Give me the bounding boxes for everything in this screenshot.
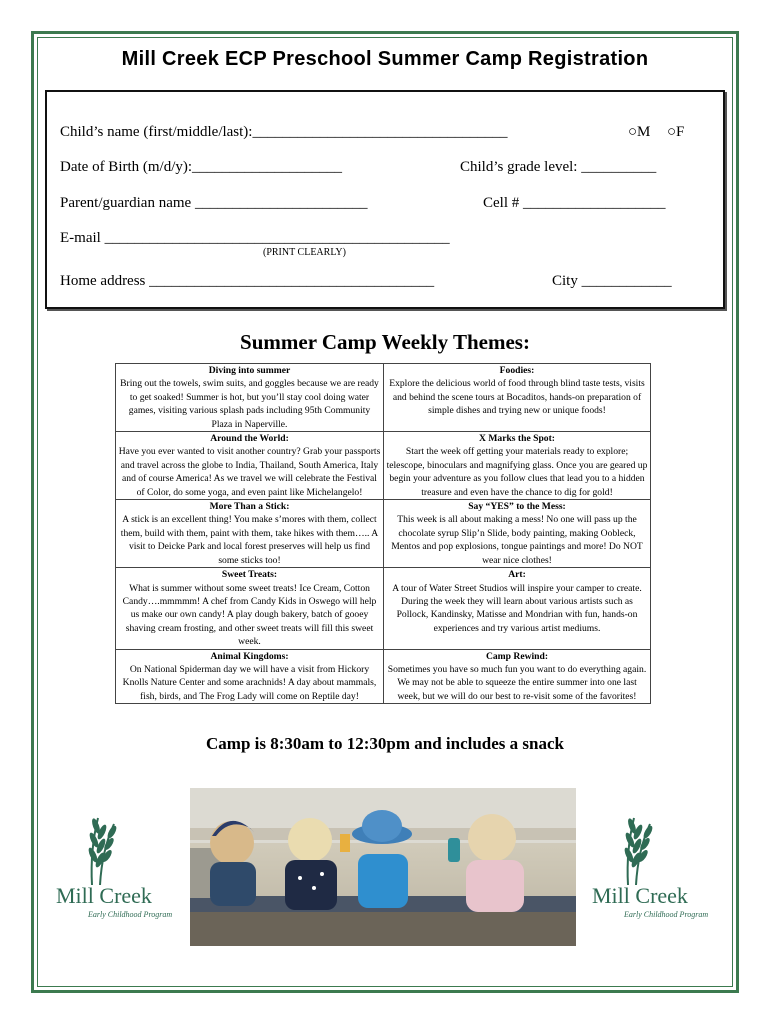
theme-description: What is summer without some sweet treats! Ice Cream, Cotton Candy….mmmmm! A chef from Candy Kids in Oswego will help us make our own candy! A play dough bakery, batch of gooey shaving cream frosting, and other sweet treats will fill this sweet week.	[122, 582, 377, 648]
dob-field[interactable]: Date of Birth (m/d/y):____________________	[60, 159, 343, 175]
city-field[interactable]: City ____________	[552, 273, 672, 289]
gender-m-option[interactable]: ○M	[628, 124, 651, 140]
theme-description: Have you ever wanted to visit another country? Grab your passports and travel across the globe to India, Thailand, South America, Italy and of course America! As we travel we will celebrate the Festival of Color, do some yoga, and even paint like Michelangelo!	[118, 446, 381, 498]
logo-name: Mill Creek	[592, 883, 688, 908]
themes-heading: Summer Camp Weekly Themes:	[240, 330, 530, 354]
theme-description: Explore the delicious world of food through blind taste tests, visits and behind the scene tours at Bocaditos, hands-on preparation of simple dishes and trying new or unique foods!	[389, 378, 645, 417]
children-photo	[190, 788, 576, 946]
table-row	[116, 432, 651, 500]
table-row	[116, 649, 651, 704]
theme-description: Bring out the towels, swim suits, and goggles because we are ready to get soaked! Summer is hot, but you’ll stay cool doing water games, visiting various splash pads including 95th Community Plaza in Naperville.	[120, 378, 379, 430]
theme-cell	[384, 432, 651, 500]
themes-table	[115, 363, 651, 704]
registration-form	[45, 90, 725, 309]
theme-description: A tour of Water Street Studios will inspire your camper to create. During the week they will learn about various artists such as Pollock, Kandinsky, Matisse and Mondrian with fun, hands-on experiences and try various artist mediums.	[392, 582, 642, 634]
theme-description: This week is all about making a mess! No one will pass up the chocolate syrup Slip’n Slide, body painting, making Oobleck, Mentos and pop explosions, tongue paintings and more! Do NOT wear nice clothes!	[391, 514, 643, 566]
logo-name: Mill Creek	[56, 883, 152, 908]
theme-title: More Than a Stick:	[209, 501, 290, 513]
logo-subtitle: Early Childhood Program	[624, 910, 709, 919]
theme-cell	[384, 364, 651, 432]
camp-hours: Camp is 8:30am to 12:30pm and includes a snack	[206, 734, 564, 753]
theme-title: Camp Rewind:	[485, 650, 549, 662]
table-row	[116, 568, 651, 649]
theme-title: Say “YES” to the Mess:	[468, 501, 566, 513]
grade-field[interactable]: Child’s grade level: __________	[460, 159, 657, 175]
child-name-field[interactable]: Child’s name (first/middle/last):__________________________________	[60, 124, 508, 140]
theme-title: Animal Kingdoms:	[210, 650, 289, 662]
theme-cell	[116, 364, 384, 432]
page-title: Mill Creek ECP Preschool Summer Camp Registration	[121, 48, 649, 70]
theme-cell	[116, 649, 384, 704]
mill-creek-logo-left	[52, 810, 182, 930]
theme-cell	[116, 568, 384, 649]
wheat-icon	[52, 810, 182, 930]
table-row	[116, 364, 651, 432]
theme-cell	[384, 500, 651, 568]
print-clearly-note: (PRINT CLEARLY)	[263, 247, 346, 258]
theme-title: Sweet Treats:	[221, 569, 278, 581]
theme-cell	[116, 432, 384, 500]
email-field[interactable]: E-mail ______________________________________________	[60, 230, 450, 246]
theme-description: Start the week off getting your materials ready to explore; telescope, binoculars and magnifying glass. Once you are geared up begin your adventure as you follow clues that lead you to a hidden treasure and even have the chance to dig for gold!	[386, 446, 648, 498]
address-field[interactable]: Home address ______________________________________	[60, 273, 435, 289]
theme-cell	[384, 568, 651, 649]
mill-creek-logo-right	[588, 810, 718, 930]
theme-description: A stick is an excellent thing! You make s’mores with them, collect them, build with them, paint with them, take hikes with them….. A visit to Deicke Park and local forest preserves will help us find some sticks too!	[120, 514, 379, 566]
theme-cell	[116, 500, 384, 568]
logo-subtitle: Early Childhood Program	[88, 910, 173, 919]
parent-name-field[interactable]: Parent/guardian name _______________________	[60, 195, 368, 211]
theme-title: X Marks the Spot:	[479, 433, 555, 445]
theme-cell	[384, 649, 651, 704]
theme-description: Sometimes you have so much fun you want to do everything again. We may not be able to squeeze the entire summer into one last week, but we will do our best to re-visit some of the favorites!	[387, 663, 647, 702]
theme-title: Foodies:	[499, 365, 535, 376]
gender-f-option[interactable]: ○F	[667, 124, 685, 140]
wheat-icon	[588, 810, 718, 930]
cell-field[interactable]: Cell # ___________________	[483, 195, 666, 211]
theme-description: On National Spiderman day we will have a visit from Hickory Knolls Nature Center and some arachnids! A day about mammals, fish, birds, and The Frog Lady will come on Reptile day!	[122, 663, 377, 702]
theme-title: Around the World:	[210, 433, 289, 445]
theme-title: Diving into summer	[208, 365, 291, 376]
theme-title: Art:	[508, 569, 526, 581]
table-row	[116, 500, 651, 568]
